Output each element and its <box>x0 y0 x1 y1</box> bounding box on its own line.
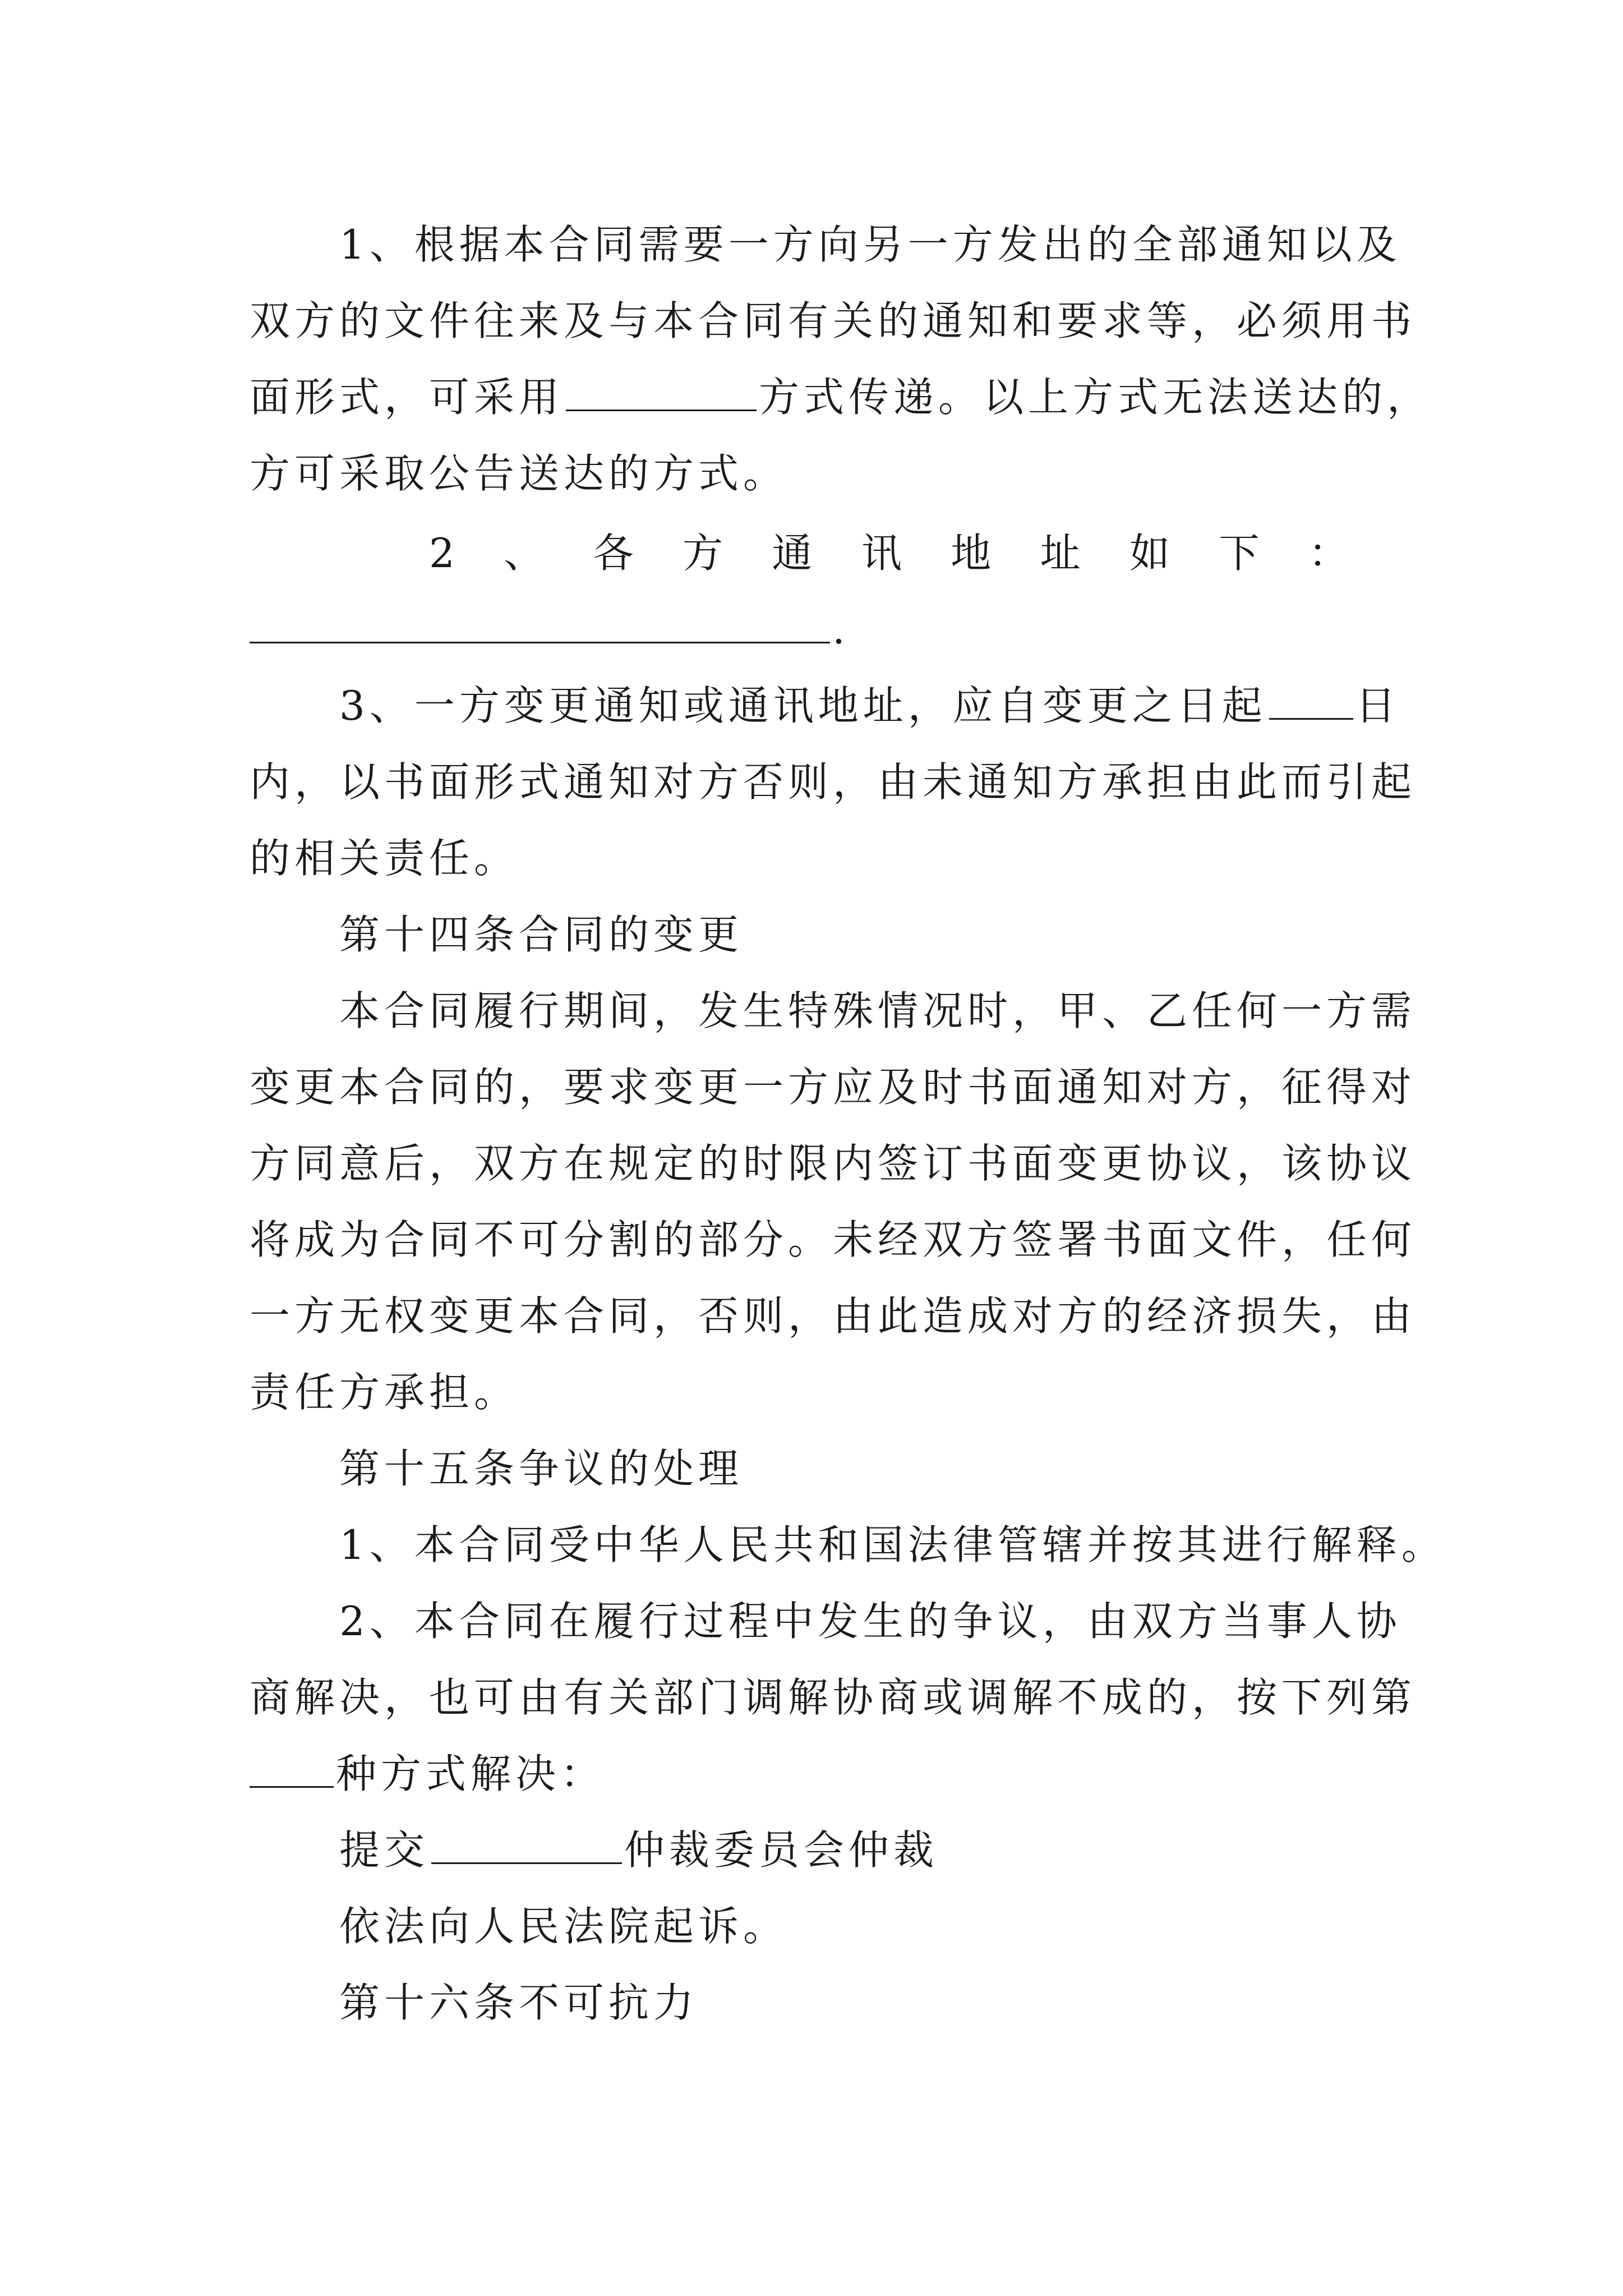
address-char: 如 <box>1129 530 1170 577</box>
notice-item-1-line-2: 双方的文件往来及与本合同有关的通知和要求等，必须用书 <box>250 297 1417 344</box>
address-blank-end: . <box>832 606 850 653</box>
litigation-option: 依法向人民法院起诉。 <box>339 1903 789 1950</box>
clause-15-item-2-line-1: 2、本合同在履行过程中发生的争议，由双方当事人协 <box>339 1598 1401 1645</box>
address-char: 下 <box>1219 530 1260 577</box>
notice-item-1-line-1: 1、根据本合同需要一方向另一方发出的全部通知以及 <box>339 221 1401 268</box>
address-char: 通 <box>772 530 813 577</box>
clause-15-item-2-line-2: 商解决，也可由有关部门调解协商或调解不成的，按下列第 <box>250 1674 1417 1721</box>
clause-14-line-6: 责任方承担。 <box>250 1369 519 1416</box>
clause-15-item-2-line-3-text: 种方式解决： <box>336 1750 606 1797</box>
method-number-blank <box>250 1745 334 1788</box>
notice-item-1-line-3-a: 面形式，可采用 <box>250 374 564 421</box>
delivery-method-blank <box>566 368 757 411</box>
days-blank <box>1269 677 1353 720</box>
clause-14-line-5: 一方无权变更本合同，否则，由此造成对方的经济损失，由 <box>250 1292 1417 1340</box>
address-char: 、 <box>504 530 545 577</box>
clause-15-heading: 第十五条争议的处理 <box>339 1445 744 1492</box>
arbitration-option <box>339 1812 938 1888</box>
notice-item-1-line-3 <box>250 359 1432 435</box>
change-notice-item-3-line-1 <box>339 668 1400 744</box>
notice-item-1-line-4: 方可采取公告送达的方式。 <box>250 450 789 497</box>
arbitration-option-a: 提交 <box>339 1826 430 1874</box>
clause-16-heading: 第十六条不可抗力 <box>339 1979 699 2026</box>
address-char: 址 <box>1040 530 1081 577</box>
clause-15-item-2-line-3 <box>250 1736 605 1812</box>
address-blank <box>250 600 830 643</box>
address-char: 2 <box>429 530 455 577</box>
clause-15-item-1: 1、本合同受中华人民共和国法律管辖并按其进行解释。 <box>339 1521 1446 1568</box>
change-notice-item-3-line-2: 内，以书面形式通知对方否则，由未通知方承担由此而引起 <box>250 758 1417 806</box>
arbitration-committee-blank <box>431 1821 622 1864</box>
address-char: 地 <box>951 530 992 577</box>
address-item-2 <box>429 515 1349 591</box>
address-char: 方 <box>683 530 723 577</box>
clause-14-heading: 第十四条合同的变更 <box>339 911 744 958</box>
clause-14-line-2: 变更本合同的，要求变更一方应及时书面通知对方，征得对 <box>250 1064 1417 1111</box>
change-notice-item-3-line-3: 的相关责任。 <box>250 835 519 882</box>
clause-14-line-4: 将成为合同不可分割的部分。未经双方签署书面文件，任何 <box>250 1216 1417 1263</box>
arbitration-option-b: 仲裁委员会仲裁 <box>624 1826 939 1874</box>
address-char: 讯 <box>861 530 902 577</box>
address-char: 各 <box>593 530 634 577</box>
clause-14-line-1: 本合同履行期间，发生特殊情况时，甲、乙任何一方需 <box>339 987 1417 1034</box>
notice-item-1-line-3-b: 方式传递。以上方式无法送达的， <box>759 374 1432 421</box>
address-blank-line <box>250 591 850 668</box>
change-notice-item-3-line-1-a: 3、一方变更通知或通讯地址，应自变更之日起 <box>339 682 1267 729</box>
change-notice-item-3-line-1-b: 日 <box>1355 682 1400 729</box>
address-char: ： <box>1308 530 1349 577</box>
clause-14-line-3: 方同意后，双方在规定的时限内签订书面变更协议，该协议 <box>250 1140 1417 1187</box>
